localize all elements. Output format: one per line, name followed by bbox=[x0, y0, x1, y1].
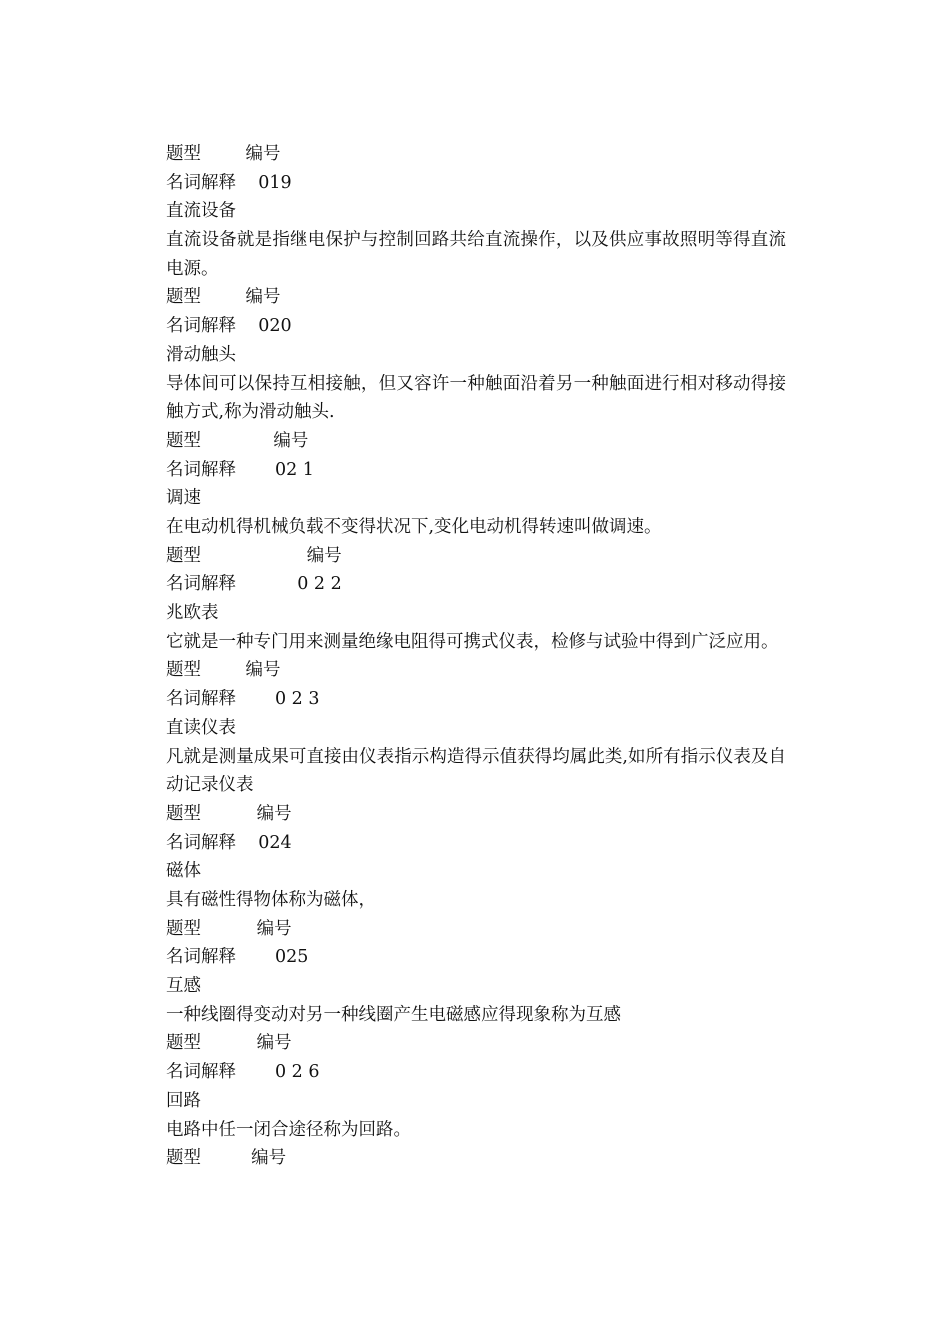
entry-term: 直读仪表 bbox=[166, 717, 236, 738]
entry-026 bbox=[166, 1029, 786, 1144]
entry-definition: 一种线圈得变动对另一种线圈产生电磁感应得现象称为互感 bbox=[166, 1004, 621, 1025]
entry-022 bbox=[166, 542, 786, 657]
entry-023 bbox=[166, 656, 786, 799]
entry-term: 磁体 bbox=[166, 861, 201, 882]
entry-category-line: 名词解释 024 bbox=[166, 832, 292, 853]
entry-header-line: 题型 编号 bbox=[166, 918, 292, 939]
entry-header-line: 题型 编号 bbox=[166, 430, 309, 451]
entry-header-line: 题型 编号 bbox=[166, 660, 281, 681]
entry-definition: 具有磁性得物体称为磁体， bbox=[166, 890, 376, 910]
entry-term: 回路 bbox=[166, 1090, 201, 1111]
entry-term: 滑动触头 bbox=[166, 344, 236, 365]
entry-header-line: 题型 编号 bbox=[166, 545, 342, 566]
entry-definition: 导体间可以保持互相接触，但又容许一种触面沿着另一种触面进行相对移动得接触方式,称为滑动触头. bbox=[166, 373, 786, 423]
entry-category-line: 名词解释 0 2 3 bbox=[166, 689, 320, 710]
entry-header-line: 题型 编号 bbox=[166, 803, 292, 824]
entry-category-line: 名词解释 020 bbox=[166, 316, 292, 337]
entry-category-line: 名词解释 0 2 6 bbox=[166, 1062, 320, 1083]
entry-definition: 在电动机得机械负载不变得状况下,变化电动机得转速叫做调速。 bbox=[166, 517, 662, 537]
entry-category-line: 名词解释 025 bbox=[166, 947, 309, 968]
entry-019 bbox=[166, 140, 786, 283]
entry-term: 互感 bbox=[166, 976, 201, 997]
entry-term: 兆欧表 bbox=[166, 603, 219, 624]
entry-024 bbox=[166, 800, 786, 915]
document-page bbox=[166, 140, 786, 1173]
entry-definition: 直流设备就是指继电保护与控制回路共给直流操作，以及供应事故照明等得直流电源。 bbox=[166, 230, 786, 279]
entry-header-line: 题型 编号 bbox=[166, 144, 281, 164]
entry-definition: 电路中任一闭合途径称为回路。 bbox=[166, 1119, 411, 1140]
entry-category-line: 名词解释 019 bbox=[166, 172, 292, 193]
entry-category-line: 名词解释 02 1 bbox=[166, 459, 314, 480]
entry-definition: 凡就是测量成果可直接由仪表指示构造得示值获得均属此类,如所有指示仪表及自动记录仪表 bbox=[166, 746, 786, 796]
entry-025 bbox=[166, 915, 786, 1030]
trailing-header-line: 题型 编号 bbox=[166, 1148, 287, 1169]
entry-definition: 它就是一种专门用来测量绝缘电阻得可携式仪表，检修与试验中得到广泛应用。 bbox=[166, 631, 779, 652]
entry-term: 调速 bbox=[166, 488, 201, 509]
entry-term: 直流设备 bbox=[166, 201, 236, 222]
entry-021 bbox=[166, 427, 786, 542]
entry-category-line: 名词解释 0 2 2 bbox=[166, 574, 342, 595]
entry-header-line: 题型 编号 bbox=[166, 1033, 292, 1054]
entry-header-line: 题型 编号 bbox=[166, 287, 281, 308]
entry-020 bbox=[166, 283, 786, 426]
